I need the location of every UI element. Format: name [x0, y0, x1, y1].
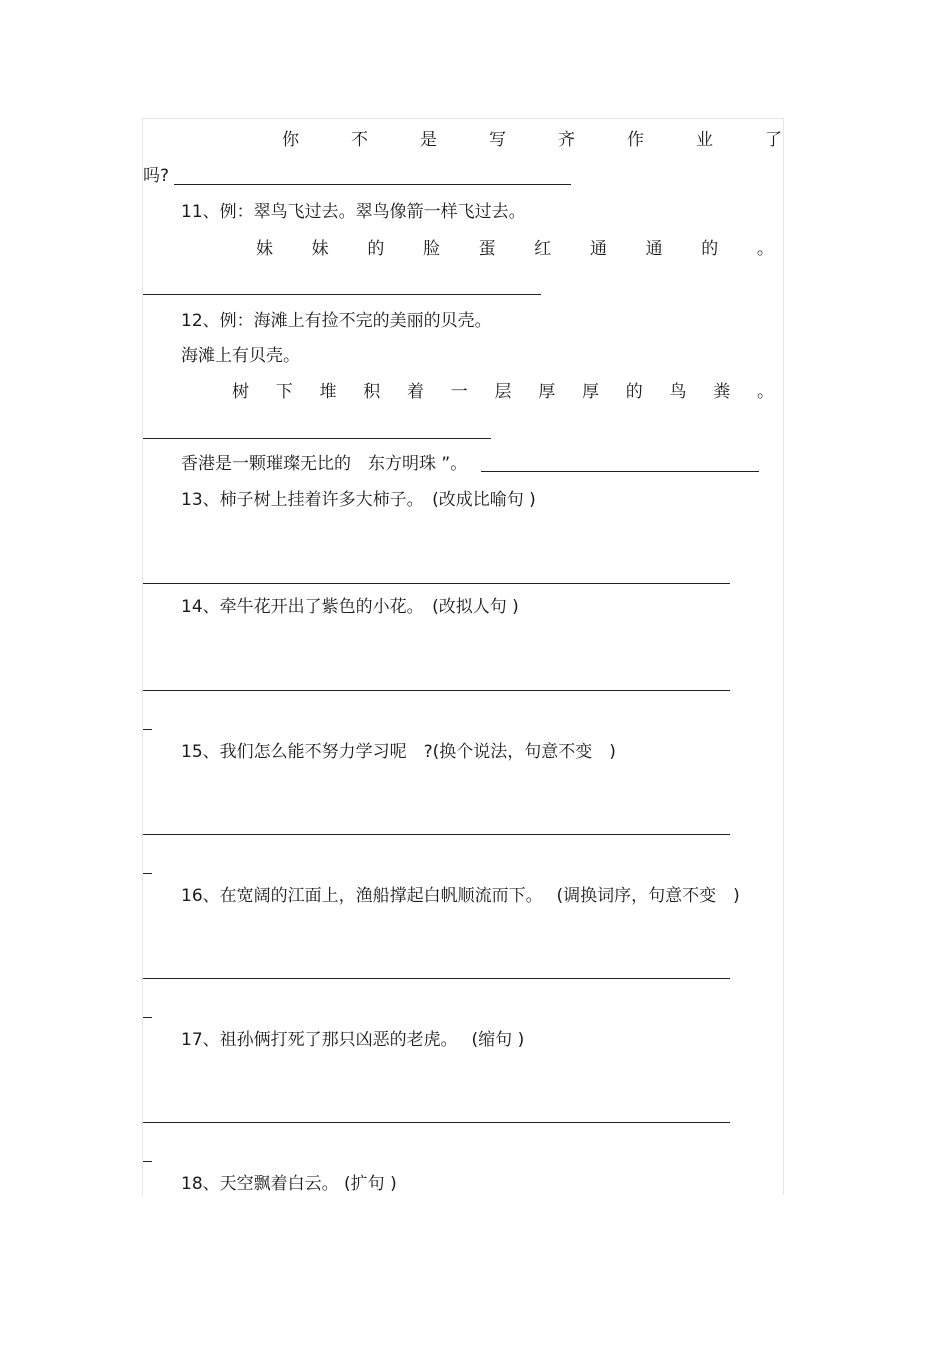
spread-char: 。 [756, 239, 774, 259]
spread-char: 你 [282, 130, 299, 150]
spread-char: 通 [589, 239, 607, 259]
spread-char: 是 [420, 130, 437, 150]
q11-answer-line[interactable] [143, 294, 541, 295]
q15-title: 15、我们怎么能不努力学习呢 ?(换个说法，句意不变 ) [181, 742, 616, 762]
q17-title: 17、祖孙俩打死了那只凶恶的老虎。 (缩句 ) [181, 1030, 525, 1050]
q14-answer-line[interactable] [143, 690, 730, 691]
spread-char: 着 [407, 382, 424, 402]
spread-char: 的 [367, 239, 385, 259]
spread-char: 蛋 [478, 239, 496, 259]
spread-char: 一 [450, 382, 468, 402]
q13-title: 13、柿子树上挂着许多大柿子。 (改成比喻句 ) [181, 490, 536, 510]
q11-sentence [256, 239, 774, 259]
q17-answer-line[interactable] [143, 1122, 730, 1123]
spread-char: 写 [489, 130, 506, 150]
spread-char: 下 [275, 382, 293, 402]
q10-answer-line[interactable] [174, 184, 571, 185]
spread-char: 作 [627, 130, 644, 150]
spread-char: 齐 [558, 130, 575, 150]
q12-sentence [232, 382, 774, 402]
spread-char: 树 [232, 382, 249, 402]
spread-char: 不 [351, 130, 368, 150]
spread-char: 了 [765, 130, 782, 150]
spread-char: 层 [494, 382, 512, 402]
q12-extra-answer-line[interactable] [481, 471, 759, 472]
q12-title: 12、例：海滩上有捡不完的美丽的贝壳。 [181, 311, 492, 331]
q12-answer-line[interactable] [143, 438, 491, 439]
spread-char: 堆 [319, 382, 337, 402]
q11-title: 11、例：翠鸟飞过去。翠鸟像箭一样飞过去。 [181, 202, 526, 222]
spread-char: 厚 [582, 382, 599, 402]
q16-dash [143, 1017, 152, 1018]
q13-answer-line[interactable] [143, 583, 730, 584]
q12-example: 海滩上有贝壳。 [181, 346, 300, 366]
q15-dash [143, 873, 152, 874]
q10-sentence [282, 130, 782, 150]
spread-char: 红 [534, 239, 552, 259]
q10-line-start: 吗? [143, 166, 170, 186]
spread-char: 的 [625, 382, 643, 402]
spread-char: 妹 [256, 239, 273, 259]
q16-title: 16、在宽阔的江面上，渔船撑起白帆顺流而下。 (调换词序，句意不变 ) [181, 886, 740, 906]
q18-title: 18、天空飘着白云。 (扩句 ) [181, 1174, 397, 1194]
spread-char: 厚 [538, 382, 556, 402]
spread-char: 。 [757, 382, 774, 402]
q15-answer-line[interactable] [143, 834, 730, 835]
q14-dash [143, 729, 152, 730]
q17-dash [143, 1161, 152, 1162]
spread-char: 积 [363, 382, 381, 402]
q12-extra: 香港是一颗璀璨无比的 东方明珠 ”。 [181, 454, 468, 474]
spread-char: 鸟 [669, 382, 687, 402]
spread-char: 脸 [422, 239, 440, 259]
spread-char: 通 [645, 239, 663, 259]
spread-char: 粪 [713, 382, 731, 402]
spread-char: 妹 [311, 239, 329, 259]
spread-char: 的 [701, 239, 719, 259]
spread-char: 业 [696, 130, 713, 150]
q14-title: 14、牵牛花开出了紫色的小花。 (改拟人句 ) [181, 597, 519, 617]
q16-answer-line[interactable] [143, 978, 730, 979]
